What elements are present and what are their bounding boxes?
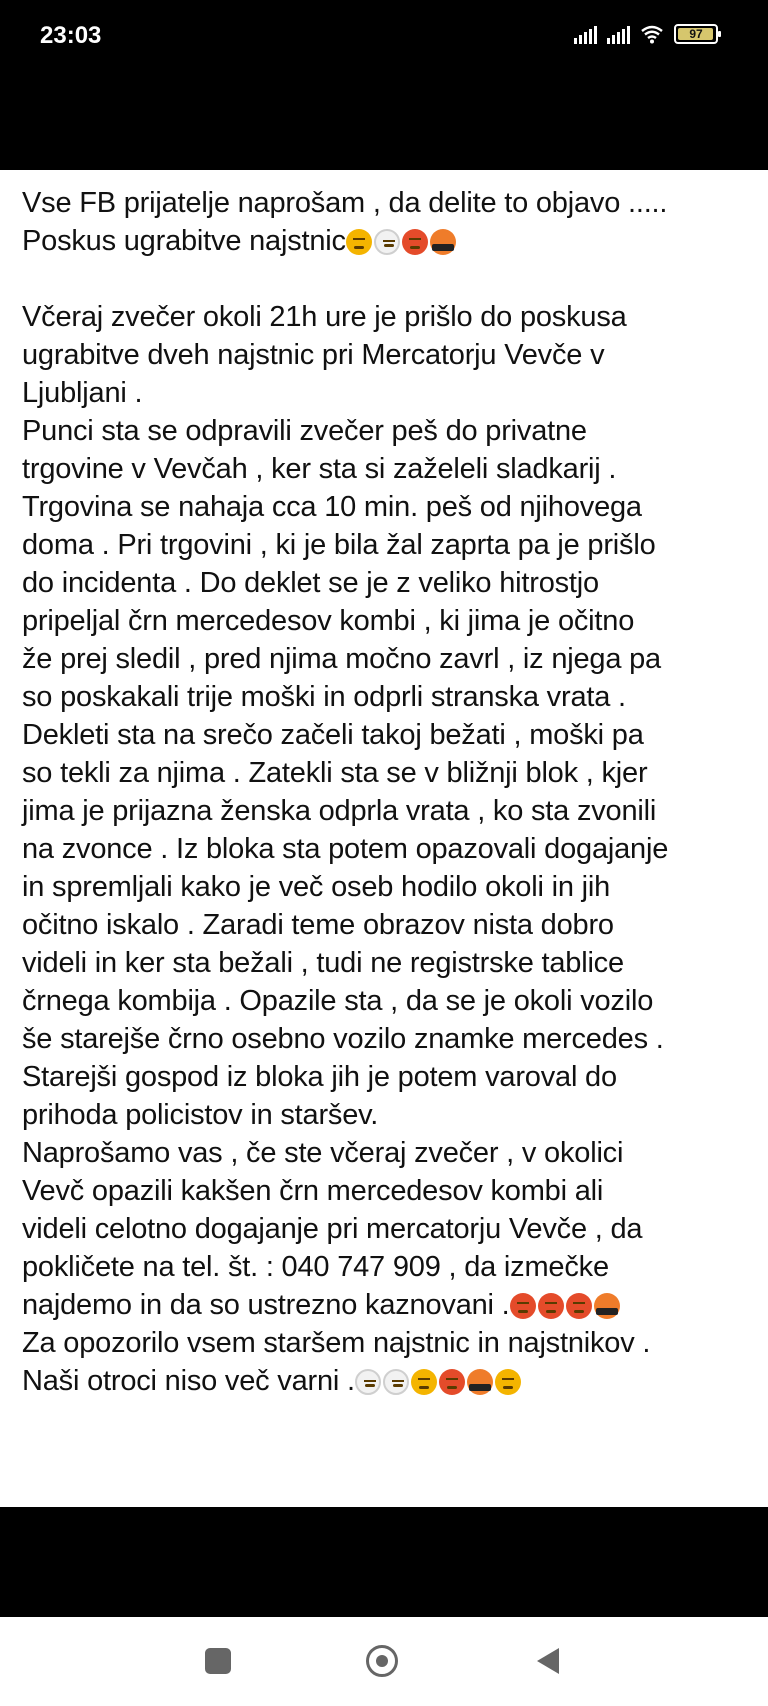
scared-face-icon	[355, 1369, 381, 1395]
red-angry-face-icon	[402, 229, 428, 255]
post-line-text: Trgovina se nahaja cca 10 min. peš od njihovega	[22, 491, 642, 523]
post-line	[22, 678, 750, 716]
signal-icon-2	[607, 24, 630, 44]
angry-face-icon	[346, 229, 372, 255]
red-angry-face-icon	[566, 1293, 592, 1319]
angry-face-icon	[411, 1369, 437, 1395]
post-line	[22, 982, 750, 1020]
home-button[interactable]	[364, 1643, 400, 1679]
post-line-text: in spremljali kako je več oseb hodilo okoli in jih	[22, 871, 611, 903]
post-line-text: doma . Pri trgovini , ki je bila žal zaprta pa je prišlo	[22, 529, 656, 561]
post-line	[22, 336, 750, 374]
wifi-icon	[640, 24, 664, 44]
post-line-text: ugrabitve dveh najstnic pri Mercatorju Vevče v	[22, 339, 605, 371]
post-line-text: Starejši gospod iz bloka jih je potem varoval do	[22, 1061, 617, 1093]
post-line	[22, 1096, 750, 1134]
status-icons	[574, 24, 718, 44]
post-line-text: jima je prijazna ženska odprla vrata , ko sta zvonili	[22, 795, 657, 827]
recents-button[interactable]	[200, 1643, 236, 1679]
post-line-text: Punci sta se odpravili zvečer peš do privatne	[22, 415, 587, 447]
post-line	[22, 222, 750, 260]
post-line	[22, 1134, 750, 1172]
post-line-text: že prej sledil , pred njima močno zavrl , iz njega pa	[22, 643, 661, 675]
post-line	[22, 412, 750, 450]
post-line	[22, 1248, 750, 1286]
post-line-text: Naprošamo vas , če ste včeraj zvečer , v okolici	[22, 1137, 624, 1169]
post-line-text: trgovine v Vevčah , ker sta si zaželeli sladkarij .	[22, 453, 617, 485]
post-line-text: Poskus ugrabitve najstnic	[22, 225, 346, 257]
battery-percentage: 97	[689, 27, 703, 41]
post-line	[22, 792, 750, 830]
cursing-face-icon	[430, 229, 456, 255]
cursing-face-icon	[467, 1369, 493, 1395]
background-gap	[0, 1507, 768, 1617]
post-line	[22, 1172, 750, 1210]
post-line-text: Včeraj zvečer okoli 21h ure je prišlo do poskusa	[22, 301, 627, 333]
post-line-text: pokličete na tel. št. : 040 747 909 , da izmečke	[22, 1251, 609, 1283]
post-line-text: videli celotno dogajanje pri mercatorju Vevče , da	[22, 1213, 643, 1245]
post-content	[0, 170, 768, 1507]
post-line-text: videli in ker sta bežali , tudi ne registrske tablice	[22, 947, 624, 979]
post-line	[22, 1210, 750, 1248]
signal-icon	[574, 24, 597, 44]
post-line-text: so poskakali trije moški in odprli stranska vrata .	[22, 681, 626, 713]
post-line	[22, 260, 750, 298]
post-line	[22, 488, 750, 526]
post-line-text: še starejše črno osebno vozilo znamke mercedes .	[22, 1023, 664, 1055]
cursing-face-icon	[594, 1293, 620, 1319]
back-icon	[537, 1648, 559, 1674]
navigation-bar	[0, 1617, 768, 1706]
post-line	[22, 1286, 750, 1324]
post-line-text: Za opozorilo vsem staršem najstnic in najstnikov .	[22, 1327, 651, 1359]
post-line	[22, 450, 750, 488]
status-time: 23:03	[40, 22, 102, 49]
post-line	[22, 640, 750, 678]
steam-face-icon	[383, 1369, 409, 1395]
post-line	[22, 602, 750, 640]
pensive-face-icon	[495, 1369, 521, 1395]
back-button[interactable]	[530, 1643, 566, 1679]
post-line-text: pripeljal črn mercedesov kombi , ki jima je očitno	[22, 605, 635, 637]
post-line	[22, 298, 750, 336]
recents-icon	[205, 1648, 231, 1674]
post-line-text: na zvonce . Iz bloka sta potem opazovali dogajanje	[22, 833, 669, 865]
post-line-text: očitno iskalo . Zaradi teme obrazov nista dobro	[22, 909, 614, 941]
post-line	[22, 564, 750, 602]
post-line	[22, 830, 750, 868]
post-line	[22, 868, 750, 906]
post-line	[22, 1020, 750, 1058]
post-line	[22, 526, 750, 564]
home-icon	[366, 1645, 398, 1677]
post-line	[22, 184, 750, 222]
status-bar	[0, 0, 768, 170]
post-line-text: Dekleti sta na srečo začeli takoj bežati , moški pa	[22, 719, 644, 751]
post-line	[22, 374, 750, 412]
battery-icon	[674, 24, 718, 44]
post-line-text: črnega kombija . Opazile sta , da se je okoli vozilo	[22, 985, 654, 1017]
red-angry-face-icon	[510, 1293, 536, 1319]
post-line	[22, 944, 750, 982]
post-line-text: Naši otroci niso več varni .	[22, 1365, 355, 1397]
steam-face-icon	[374, 229, 400, 255]
post-line	[22, 1362, 750, 1400]
red-angry-face-icon	[538, 1293, 564, 1319]
red-angry-face-icon	[439, 1369, 465, 1395]
post-line-text: prihoda policistov in staršev.	[22, 1099, 379, 1131]
post-line-text: Vse FB prijatelje naprošam , da delite to objavo .....	[22, 187, 668, 219]
post-line	[22, 1324, 750, 1362]
post-line	[22, 1058, 750, 1096]
post-line-text: do incidenta . Do deklet se je z veliko hitrostjo	[22, 567, 599, 599]
post-line	[22, 754, 750, 792]
post-line-text: Vevč opazili kakšen črn mercedesov kombi ali	[22, 1175, 604, 1207]
post-text	[22, 184, 750, 1400]
post-line-text: najdemo in da so ustrezno kaznovani .	[22, 1289, 510, 1321]
post-line	[22, 906, 750, 944]
post-line	[22, 716, 750, 754]
post-line-text: Ljubljani .	[22, 377, 143, 409]
post-line-text: so tekli za njima . Zatekli sta se v bližnji blok , kjer	[22, 757, 648, 789]
